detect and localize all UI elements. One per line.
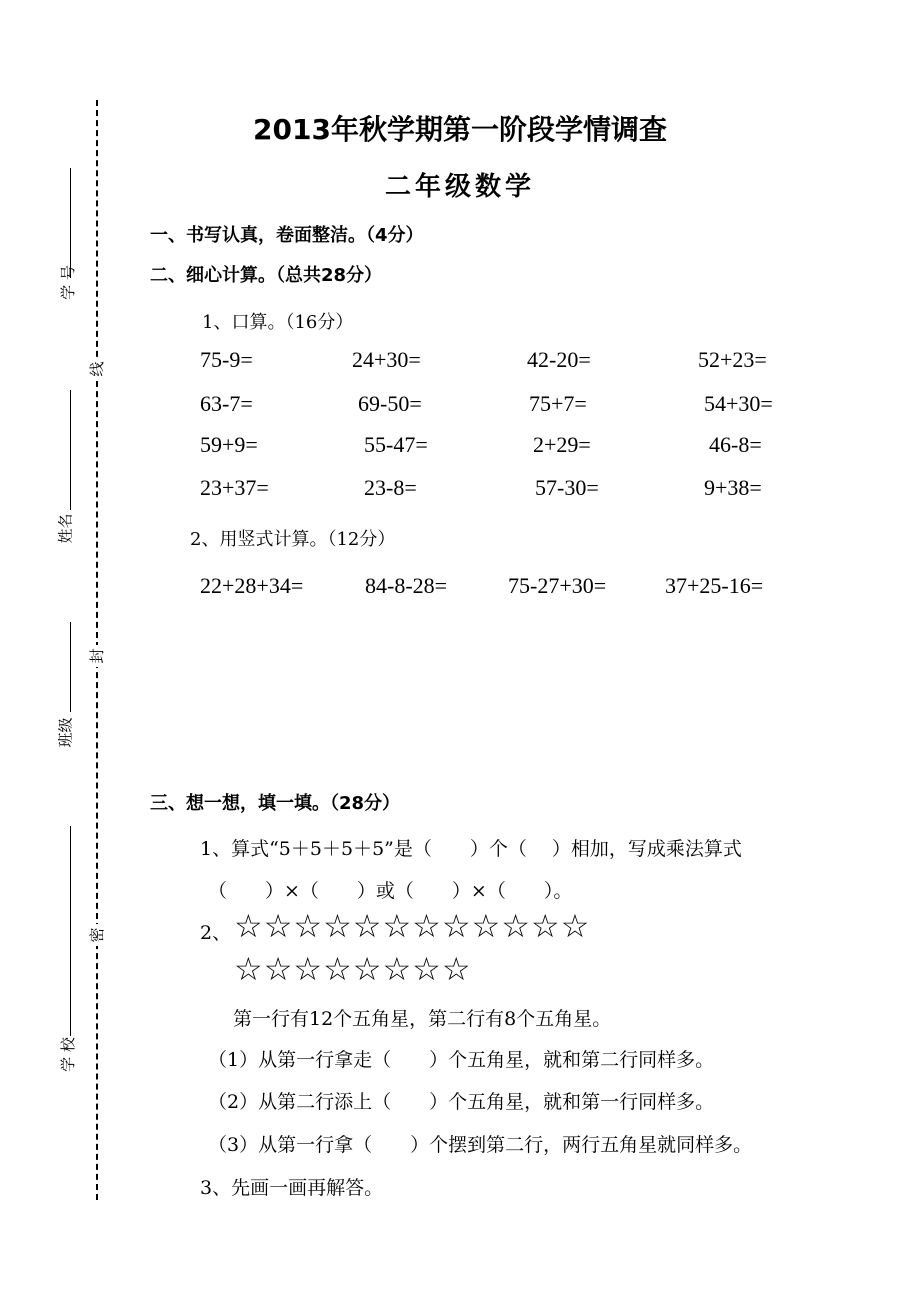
oral-calc-item: 23+37= bbox=[200, 475, 269, 500]
page-title: 2013年秋学期第一阶段学情调查 bbox=[253, 113, 667, 146]
binding-char-mi: 密 bbox=[86, 924, 108, 946]
page-subtitle: 二年级数学 bbox=[384, 172, 535, 202]
question2-description: 第一行有12个五角星，第二行有8个五角星。 bbox=[233, 1008, 612, 1030]
vertical-calc-item: 22+28+34= bbox=[200, 573, 304, 598]
stars-row-2: ☆☆☆☆☆☆☆☆ bbox=[234, 950, 472, 988]
oral-calc-item: 2+29= bbox=[533, 432, 591, 457]
name-label: 姓名 bbox=[56, 513, 75, 544]
class-line bbox=[70, 622, 71, 712]
question2-sub1: （1）从第一行拿走（ ）个五角星，就和第二行同样多。 bbox=[208, 1049, 715, 1071]
vertical-calc-item: 84-8-28= bbox=[365, 573, 448, 598]
section1-heading: 一、书写认真，卷面整洁。（4分） bbox=[150, 225, 424, 246]
question2-prefix: 2、 bbox=[200, 922, 232, 944]
school-line bbox=[70, 826, 71, 1036]
oral-calc-item: 42-20= bbox=[527, 347, 591, 372]
oral-calc-item: 23-8= bbox=[364, 475, 417, 500]
oral-calc-item: 9+38= bbox=[704, 475, 762, 500]
oral-calc-item: 24+30= bbox=[352, 347, 421, 372]
oral-calc-label: 1、口算。（16分） bbox=[202, 312, 354, 333]
oral-calc-item: 63-7= bbox=[200, 391, 253, 416]
section3-heading: 三、想一想，填一填。（28分） bbox=[150, 793, 401, 814]
school-label: 学 校 bbox=[58, 1037, 77, 1072]
oral-calc-item: 75+7= bbox=[529, 391, 587, 416]
oral-calc-item: 52+23= bbox=[698, 347, 767, 372]
student-no-label: 学 号 bbox=[58, 265, 77, 300]
oral-calc-item: 46-8= bbox=[709, 432, 762, 457]
question1-line2: （ ）×（ ）或（ ）×（ ）。 bbox=[208, 880, 573, 902]
question1-line1: 1、算式“5＋5＋5＋5”是（ ）个（ ）相加，写成乘法算式 bbox=[200, 838, 742, 860]
question2-sub3: （3）从第一行拿（ ）个摆到第二行，两行五角星就同样多。 bbox=[208, 1134, 753, 1156]
oral-calc-item: 69-50= bbox=[358, 391, 422, 416]
vertical-calc-label: 2、用竖式计算。（12分） bbox=[190, 529, 396, 550]
question3: 3、先画一画再解答。 bbox=[200, 1177, 384, 1199]
oral-calc-item: 54+30= bbox=[704, 391, 773, 416]
vertical-calc-item: 37+25-16= bbox=[665, 573, 764, 598]
vertical-calc-item: 75-27+30= bbox=[508, 573, 607, 598]
name-line bbox=[70, 390, 71, 510]
oral-calc-item: 59+9= bbox=[200, 432, 258, 457]
stars-row-1: ☆☆☆☆☆☆☆☆☆☆☆☆ bbox=[234, 907, 591, 945]
section2-heading: 二、细心计算。（总共28分） bbox=[150, 265, 383, 286]
oral-calc-item: 57-30= bbox=[535, 475, 599, 500]
binding-char-feng: 封 bbox=[86, 645, 108, 667]
class-label: 班级 bbox=[56, 717, 75, 748]
question2-sub2: （2）从第二行添上（ ）个五角星，就和第一行同样多。 bbox=[208, 1091, 715, 1113]
binding-char-xian: 线 bbox=[86, 358, 108, 380]
oral-calc-item: 55-47= bbox=[364, 432, 428, 457]
oral-calc-item: 75-9= bbox=[200, 347, 253, 372]
